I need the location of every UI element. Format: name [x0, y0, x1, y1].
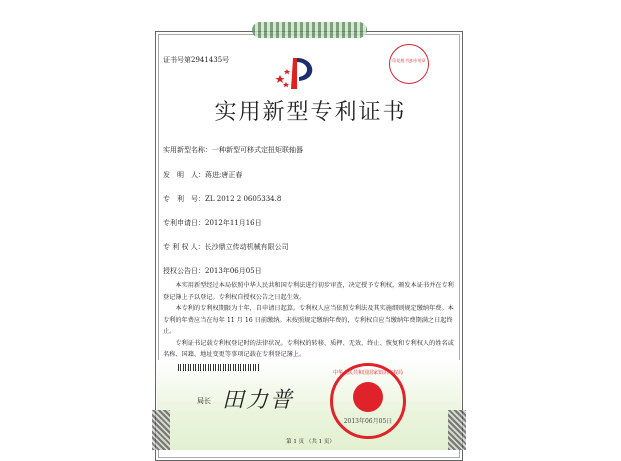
national-emblem-icon [353, 382, 383, 412]
field-patentee: 专 利 权 人：长沙鼎立传动机械有限公司 [163, 243, 289, 251]
page-number: 第 1 页 （共 1 页） [286, 439, 335, 445]
paragraph: 本专利的专利权期限为十年，自申请日起算。专利权人应当依照专利法及其实施细则规定缴纳年费。本专利的年费应当在每年 11 月 16 日前缴纳。未按照规定缴纳年费的，专利权自应当缴纳年费期满之日起终止。 [163, 305, 454, 335]
paragraph: 专利证书记载专利权登记时的法律状况。专利权的转移、质押、无效、终止、恢复和专利权人的姓名或名称、国籍、地址变更等事项记载在专利登记簿上。 [163, 339, 454, 358]
field-name: 实用新型名称：一种新型可移式定扭矩联轴器 [163, 146, 303, 154]
top-ornament [252, 22, 367, 38]
certificate-number: 证书号第2941435号 [163, 56, 230, 64]
director-label: 局长 [197, 397, 211, 405]
patent-office-logo-icon [275, 55, 320, 90]
seal-ring-text: 中华人民共和国国家知识产权局 [333, 370, 404, 376]
paragraph: 本实用新型经过本局依照中华人民共和国专利法进行初步审查，决定授予专利权，颁发本证书并在专利登记簿上予以登记。专利权自授权公告之日起生效。 [163, 282, 454, 301]
tax-stamp-text: 印花税 代扣专用章 [392, 58, 426, 63]
certificate-body [163, 280, 455, 361]
barcode [178, 364, 260, 371]
field-grant-date: 授权公告日：2013年06月05日 [163, 267, 262, 275]
certificate-title: 实用新型专利证书 [214, 100, 407, 125]
field-application-date: 专利申请日：2012年11月16日 [163, 219, 262, 227]
tax-stamp [389, 44, 429, 84]
field-patent-number: 专 利 号：ZL 2012 2 0605334.8 [163, 195, 282, 203]
official-seal [330, 363, 406, 439]
seal-date: 2013年06月05日 [343, 418, 393, 425]
signature: 田力普 [222, 388, 295, 413]
field-inventor: 发 明 人：蒋进;唐正春 [163, 171, 243, 179]
